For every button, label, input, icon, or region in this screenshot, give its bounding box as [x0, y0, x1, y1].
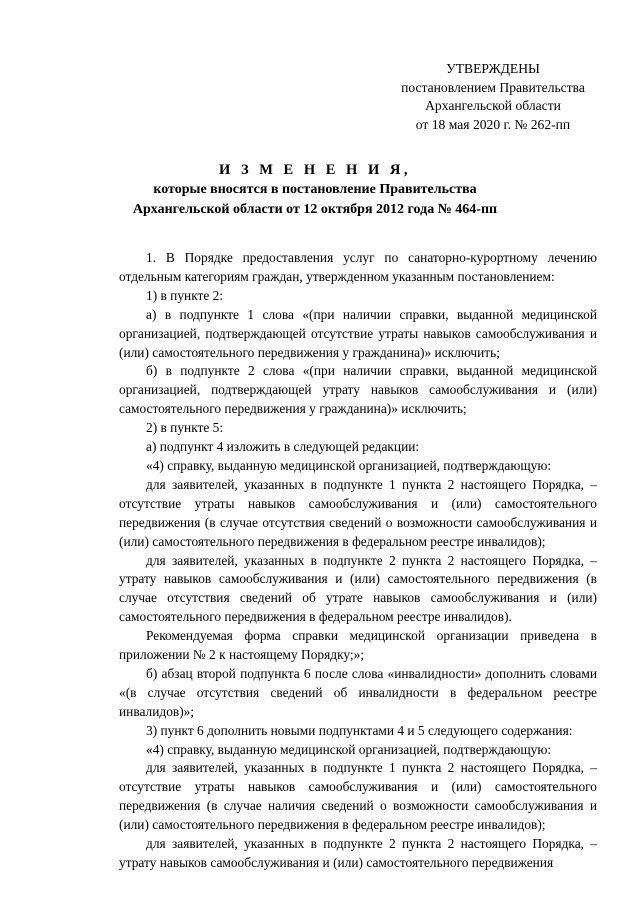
paragraph: Рекомендуемая форма справки медицинской организации приведена в приложении № 2 к настоящему Порядку;»; — [119, 628, 597, 663]
paragraph: для заявителей, указанных в подпункте 1 пункта 2 настоящего Порядка, – отсутствие утраты навыков самообслуживания и (или) самостоятельного передвижения (в случае наличия сведений о возможности самообслуживания и (или) самостоятельного передвижения в федеральном реестре инвалидов); — [119, 760, 597, 833]
document-title — [100, 160, 530, 220]
paragraph: 3) пункт 6 дополнить новыми подпунктами 4 и 5 следующего содержания: — [146, 722, 573, 738]
paragraph: а) подпункт 4 изложить в следующей редакции: — [146, 439, 420, 455]
approval-line-3: от 18 мая 2020 г. № 262-пп — [415, 116, 571, 132]
paragraph: 1) в пункте 2: — [146, 287, 224, 303]
document-body — [119, 249, 597, 873]
paragraph: б) абзац второй подпункта 6 после слова «инвалидности» дополнить словами «(в случае отсутствия сведений об инвалидности в федеральном реестре инвалидов)»; — [119, 665, 597, 719]
approval-heading: УТВЕРЖДЕНЫ — [446, 61, 540, 76]
paragraph: для заявителей, указанных в подпункте 2 пункта 2 настоящего Порядка, – утрату навыков самообслуживания и (или) самостоятельного передвижения (в случае отсутствия сведений об утрате навыков самообслуживания и (или) самостоятельного передвижения в федеральном реестре инвалидов). — [119, 552, 597, 625]
title-line-1: которые вносятся в постановление Правительства — [153, 182, 477, 197]
paragraph: 2) в пункте 5: — [146, 420, 224, 436]
approval-line-2: Архангельской области — [425, 98, 561, 113]
title-line-2: Архангельской области от 12 октября 2012 года № 464-пп — [132, 202, 498, 217]
approval-line-1: постановлением Правительства — [401, 79, 585, 95]
paragraph: а) в подпункте 1 слова «(при наличии справки, выданной медицинской организацией, подтверждающей отсутствие утраты навыков самообслуживания и (или) самостоятельного передвижения у гражданина)» исключить; — [119, 306, 597, 360]
paragraph: для заявителей, указанных в подпункте 2 пункта 2 настоящего Порядка, – утрату навыков самообслуживания и (или) самостоятельного передвижения — [119, 836, 597, 870]
approval-stamp — [388, 60, 598, 134]
paragraph: б) в подпункте 2 слова «(при наличии справки, выданной медицинской организацией, подтверждающей утрату навыков самообслуживания и (или) самостоятельного передвижения у гражданина)» исключить; — [119, 363, 597, 417]
paragraph: «4) справку, выданную медицинской организацией, подтверждающую: — [146, 741, 552, 757]
paragraph: для заявителей, указанных в подпункте 1 пункта 2 настоящего Порядка, – отсутствие утраты навыков самообслуживания и (или) самостоятельного передвижения (в случае отсутствия сведений о возможности самообслуживания и (или) самостоятельного передвижения в федеральном реестре инвалидов); — [119, 476, 597, 549]
title-word: И З М Е Н Е Н И Я, — [219, 162, 411, 178]
paragraph: «4) справку, выданную медицинской организацией, подтверждающую: — [146, 457, 552, 473]
paragraph: 1. В Порядке предоставления услуг по санаторно-курортному лечению отдельным категориям граждан, утвержденном указанным постановлением: — [119, 250, 597, 284]
